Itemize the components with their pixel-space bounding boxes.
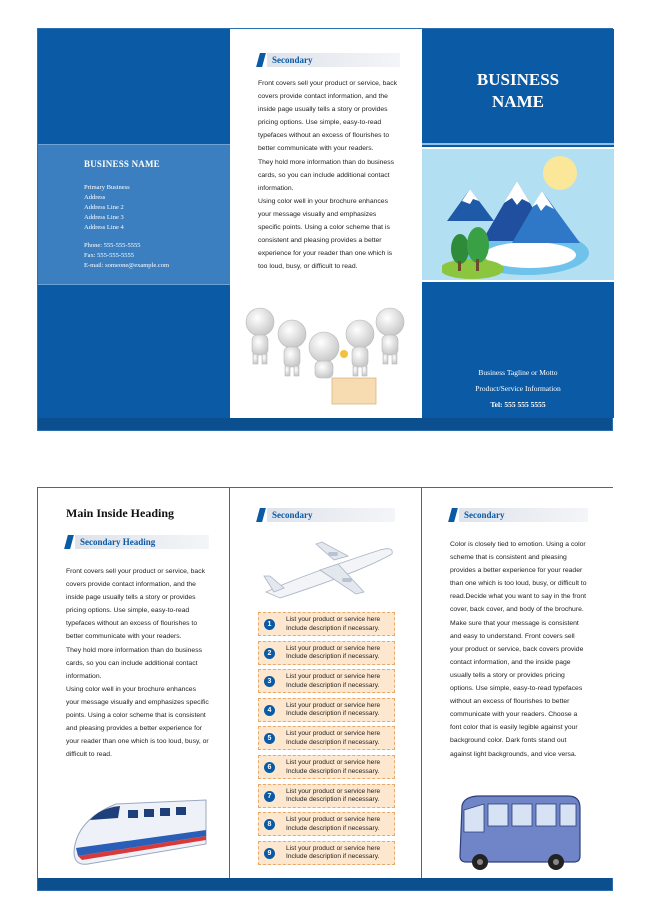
train-illustration — [66, 790, 216, 870]
inside-flap-panel — [230, 29, 422, 418]
paragraph: They hold more information than do business cards, so you can include additional contact information. — [66, 646, 203, 680]
back-panel — [38, 29, 230, 418]
paragraph: Using color well in your brochure enhances your message visually and emphasizes specific points. Using a color scheme that is consistent and pleasing provides a better experience for your reader than one which is too loud, busy, or difficult to read. — [66, 685, 209, 759]
number-badge: 2 — [264, 648, 275, 659]
bus-illustration — [456, 792, 586, 872]
list-item: 5 List your product or service here Include description if necessary. — [258, 726, 395, 750]
outer-page — [37, 28, 613, 431]
contact-line: Address — [84, 194, 106, 201]
cover-tel: Tel: 555 555 5555 — [490, 400, 546, 409]
front-cover-panel — [422, 29, 614, 418]
inner-page — [37, 487, 613, 891]
inside-right-panel — [422, 488, 614, 878]
mountain-lake-illustration — [442, 151, 592, 281]
list-item: 4 List your product or service here Include description if necessary. — [258, 698, 395, 722]
number-badge: 3 — [264, 676, 275, 687]
number-badge: 9 — [264, 848, 275, 859]
secondary-heading: Secondary — [258, 508, 395, 522]
contact-box — [38, 144, 230, 285]
contact-line: Address Line 2 — [84, 204, 124, 211]
paragraph: Front covers sell your product or service, back covers provide contact information, and the inside page usually tells a story or provides pricing options. Use simple, easy-to-read typefaces without an excess of flourishes to better communicate with your readers. — [66, 568, 206, 641]
mountain-scene-box — [422, 147, 614, 282]
contact-business-name: BUSINESS NAME — [84, 159, 160, 169]
paragraph: Front covers sell your product or service, back covers provide contact information, and the inside page usually tells a story or provides pricing options. Use simple, easy-to-read typefaces without an excess of flourishes to better communicate with your readers. — [258, 80, 398, 153]
cover-tagline: Business Tagline or Motto — [478, 368, 558, 377]
product-list — [258, 612, 395, 869]
flap-body-text — [258, 77, 400, 273]
bottom-strip — [38, 418, 612, 430]
inside-left-panel — [38, 488, 230, 878]
secondary-heading: Secondary — [258, 53, 400, 67]
bottom-strip — [38, 878, 612, 890]
list-item: 2 List your product or service here Include description if necessary. — [258, 641, 395, 665]
left-body-text — [66, 565, 209, 761]
number-badge: 4 — [264, 705, 275, 716]
list-item: 9 List your product or service here Include description if necessary. — [258, 841, 395, 865]
inside-middle-panel — [230, 488, 422, 878]
list-item: 8 List your product or service here Include description if necessary. — [258, 812, 395, 836]
paragraph: Using color well in your brochure enhances your message visually and emphasizes specific points. Using a color scheme that is consistent and pleasing provides a better experience for your reader than one which is too loud, busy, or difficult to read. — [258, 197, 393, 271]
list-item: 6 List your product or service here Include description if necessary. — [258, 755, 395, 779]
list-item: 1 List your product or service here Include description if necessary. — [258, 612, 395, 636]
list-item: 3 List your product or service here Include description if necessary. — [258, 669, 395, 693]
airplane-illustration — [260, 536, 400, 604]
cover-tagline-block — [422, 365, 614, 413]
cover-product-info: Product/Service Information — [475, 384, 561, 393]
paragraph: They hold more information than do business cards, so you can include additional contact information. — [258, 158, 395, 192]
contact-email: E-mail: someone@example.com — [84, 262, 170, 269]
number-badge: 6 — [264, 762, 275, 773]
list-item: 7 List your product or service here Include description if necessary. — [258, 784, 395, 808]
number-badge: 1 — [264, 619, 275, 630]
contact-phone: Phone: 555-555-5555 — [84, 242, 141, 249]
number-badge: 5 — [264, 733, 275, 744]
contact-line: Primary Business — [84, 184, 130, 191]
team-figures-illustration — [242, 301, 412, 406]
secondary-heading: Secondary — [450, 508, 588, 522]
contact-line: Address Line 4 — [84, 224, 124, 231]
number-badge: 8 — [264, 819, 275, 830]
contact-fax: Fax: 555-555-5555 — [84, 252, 135, 259]
right-body-text: Color is closely tied to emotion. Using a color scheme that is consistent and pleasing provides a better experience for your reader than one which is too loud, busy, or difficult to read.Decide what you want to say in the front cover, back cover, and body of the brochure. Make sure that your message is consistent and easy to understand. Front covers sell your product or service, back covers provide contact information, and the inside page usually tells a story or provides pricing options. Use simple, easy-to-read typefaces without an excess of flourishes to better communicate with your readers. Choose a font color that is easily legible against your background color. Dark fonts stand out against light backgrounds, and vice versa. — [450, 541, 587, 758]
cover-business-name: BUSINESS NAME — [476, 70, 560, 111]
secondary-heading: Secondary Heading — [66, 535, 209, 549]
contact-line: Address Line 3 — [84, 214, 124, 221]
main-inside-heading: Main Inside Heading — [66, 506, 175, 520]
number-badge: 7 — [264, 791, 275, 802]
